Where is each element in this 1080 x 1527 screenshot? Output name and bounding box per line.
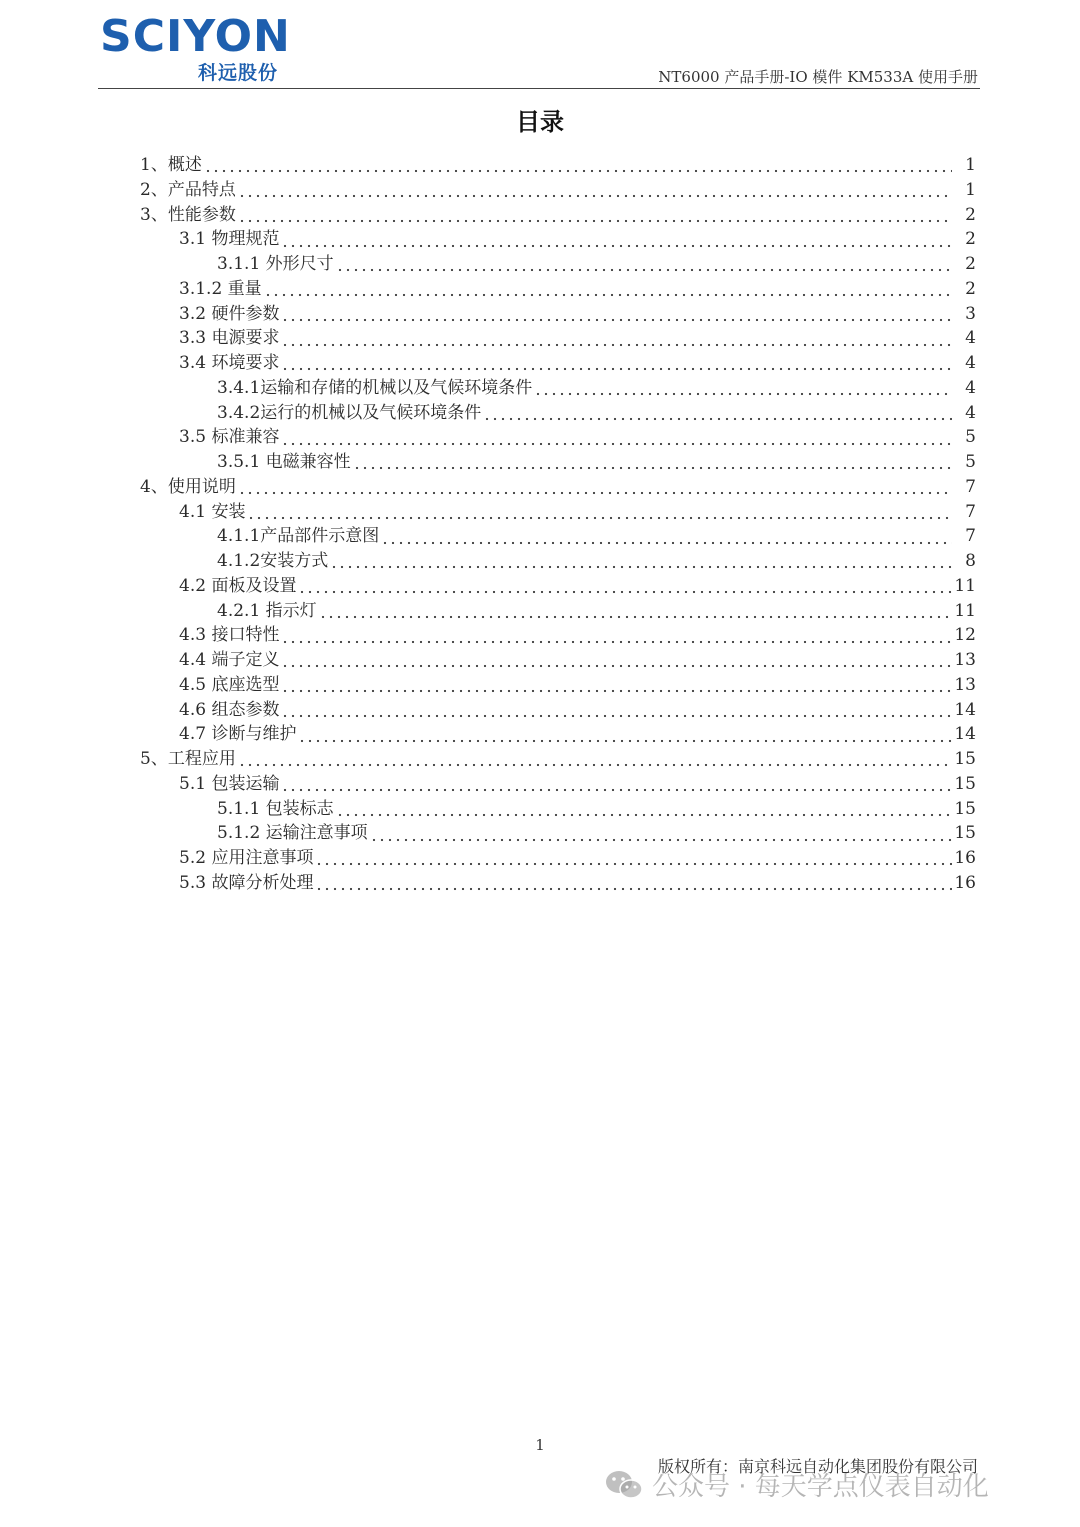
toc-entry-page: 13 [954,650,976,670]
document-title: NT6000 产品手册-IO 模件 KM533A 使用手册 [658,68,978,86]
toc-entry-text: 4.2.1 指示灯 [217,600,317,621]
toc-entry-text: 3.3 电源要求 [179,328,280,349]
toc-leader-dots [281,689,952,693]
toc-entry[interactable] [140,227,976,252]
toc-entry-text: 4.2 面板及设置 [179,575,297,596]
toc-entry-text: 1、概述 [140,155,202,175]
toc-entry-page: 15 [954,798,976,819]
toc-leader-dots [204,169,952,173]
toc-leader-dots [315,862,952,866]
toc-leader-dots [336,813,952,817]
toc-entry[interactable] [140,549,976,574]
toc-entry-page: 4 [965,328,976,349]
toc-entry[interactable] [140,203,976,228]
toc-entry-page: 11 [954,575,976,596]
toc-entry[interactable] [140,846,976,871]
toc-entry-page: 8 [965,551,976,571]
toc-leader-dots [238,763,952,767]
toc-leader-dots [483,417,952,421]
toc-entry-text: 4.1.1产品部件示意图 [217,526,380,547]
toc-entry-text: 4.5 底座选型 [179,674,280,695]
header-divider [98,88,980,89]
toc-leader-dots [281,788,952,792]
toc-entry-text: 4.7 诊断与维护 [179,724,297,745]
toc-entry-page: 2 [965,254,976,274]
toc-leader-dots [298,590,952,594]
toc-entry-page: 15 [954,773,976,794]
toc-entry-page: 2 [965,278,976,299]
toc-leader-dots [370,838,952,842]
toc-entry[interactable] [140,401,976,426]
toc-entry[interactable] [140,425,976,450]
toc-entry-text: 3、性能参数 [140,204,236,225]
table-of-contents [140,153,976,896]
toc-leader-dots [238,491,952,495]
toc-leader-dots [381,541,952,545]
toc-entry[interactable] [140,153,976,178]
toc-leader-dots [281,244,952,248]
toc-entry[interactable] [140,821,976,846]
footer-copyright: 版权所有：南京科远自动化集团股份有限公司 [657,1457,978,1476]
toc-entry-text: 3.1.1 外形尺寸 [217,254,334,274]
toc-entry-text: 5.2 应用注意事项 [179,848,314,868]
toc-entry[interactable] [140,574,976,599]
company-logo [100,11,300,84]
toc-leader-dots [319,615,952,619]
toc-entry-page: 7 [965,476,976,497]
toc-leader-dots [281,714,952,718]
toc-entry-page: 13 [954,674,976,695]
toc-entry-page: 14 [954,724,976,745]
logo-subtext: 科远股份 [198,62,279,84]
toc-entry-page: 14 [954,699,976,720]
toc-leader-dots [238,219,952,223]
toc-leader-dots [330,565,952,569]
toc-entry[interactable] [140,673,976,698]
watermark [604,1466,989,1503]
toc-leader-dots [247,516,952,520]
toc-entry-text: 5.3 故障分析处理 [179,872,314,893]
toc-entry-text: 5、工程应用 [140,749,236,769]
toc-entry[interactable] [140,722,976,747]
toc-entry[interactable] [140,500,976,525]
toc-entry[interactable] [140,797,976,822]
toc-entry-text: 4.1 安装 [179,501,246,522]
toc-entry[interactable] [140,326,976,351]
toc-entry[interactable] [140,351,976,376]
toc-leader-dots [353,466,952,470]
toc-entry[interactable] [140,252,976,277]
toc-entry-page: 2 [965,229,976,250]
toc-leader-dots [281,318,952,322]
toc-leader-dots [281,442,952,446]
toc-entry-text: 3.4.1运输和存储的机械以及气候环境条件 [217,377,533,398]
toc-entry-page: 15 [954,749,976,769]
toc-entry-text: 4.4 端子定义 [179,650,280,670]
toc-entry-text: 2、产品特点 [140,179,236,200]
toc-entry[interactable] [140,475,976,500]
toc-entry-page: 1 [965,179,976,200]
toc-entry-text: 5.1 包装运输 [179,773,280,794]
toc-entry[interactable] [140,747,976,772]
toc-entry[interactable] [140,524,976,549]
toc-leader-dots [336,268,952,272]
toc-leader-dots [281,343,952,347]
toc-entry[interactable] [140,599,976,624]
toc-entry-page: 16 [954,872,976,893]
toc-entry-text: 3.5 标准兼容 [179,427,280,448]
toc-leader-dots [264,293,952,297]
toc-title: 目录 [516,108,564,136]
toc-leader-dots [281,367,952,371]
wechat-icon [604,1468,644,1502]
page-number: 1 [535,1436,545,1454]
toc-entry-page: 12 [954,625,976,646]
toc-entry-text: 3.2 硬件参数 [179,303,280,324]
toc-entry-page: 3 [965,303,976,324]
toc-entry[interactable] [140,302,976,327]
toc-entry-text: 5.1.2 运输注意事项 [217,823,368,844]
toc-entry[interactable] [140,648,976,673]
toc-leader-dots [534,392,952,396]
toc-entry-text: 3.5.1 电磁兼容性 [217,452,351,472]
toc-leader-dots [315,887,952,891]
toc-entry[interactable] [140,698,976,723]
toc-entry-text: 3.1.2 重量 [179,278,262,299]
toc-entry-page: 4 [965,402,976,423]
toc-entry-text: 4、使用说明 [140,476,236,497]
toc-entry-text: 3.4 环境要求 [179,353,280,373]
toc-entry[interactable] [140,376,976,401]
toc-entry-text: 4.6 组态参数 [179,699,280,720]
toc-entry-page: 5 [965,427,976,448]
toc-leader-dots [281,664,952,668]
toc-leader-dots [281,640,952,644]
toc-entry-text: 4.3 接口特性 [179,625,280,646]
toc-leader-dots [238,194,952,198]
toc-entry[interactable] [140,871,976,896]
logo-text: SCIYON [100,11,291,62]
toc-entry-page: 4 [965,377,976,398]
toc-entry-page: 5 [965,452,976,472]
toc-entry-text: 3.1 物理规范 [179,229,280,250]
watermark-text: 公众号 · 每天学点仪表自动化 [652,1472,989,1502]
toc-entry[interactable] [140,450,976,475]
toc-entry-page: 15 [954,823,976,844]
toc-entry[interactable] [140,178,976,203]
toc-leader-dots [298,739,952,743]
toc-entry-page: 1 [965,155,976,175]
toc-entry-page: 4 [965,353,976,373]
toc-entry[interactable] [140,277,976,302]
toc-entry-page: 7 [965,526,976,547]
toc-entry-text: 4.1.2安装方式 [217,551,329,571]
toc-entry-text: 3.4.2运行的机械以及气候环境条件 [217,402,482,423]
toc-entry[interactable] [140,623,976,648]
toc-entry-page: 16 [954,848,976,868]
toc-entry[interactable] [140,772,976,797]
toc-entry-page: 2 [965,204,976,225]
toc-entry-page: 7 [965,501,976,522]
toc-entry-page: 11 [954,600,976,621]
toc-entry-text: 5.1.1 包装标志 [217,798,334,819]
